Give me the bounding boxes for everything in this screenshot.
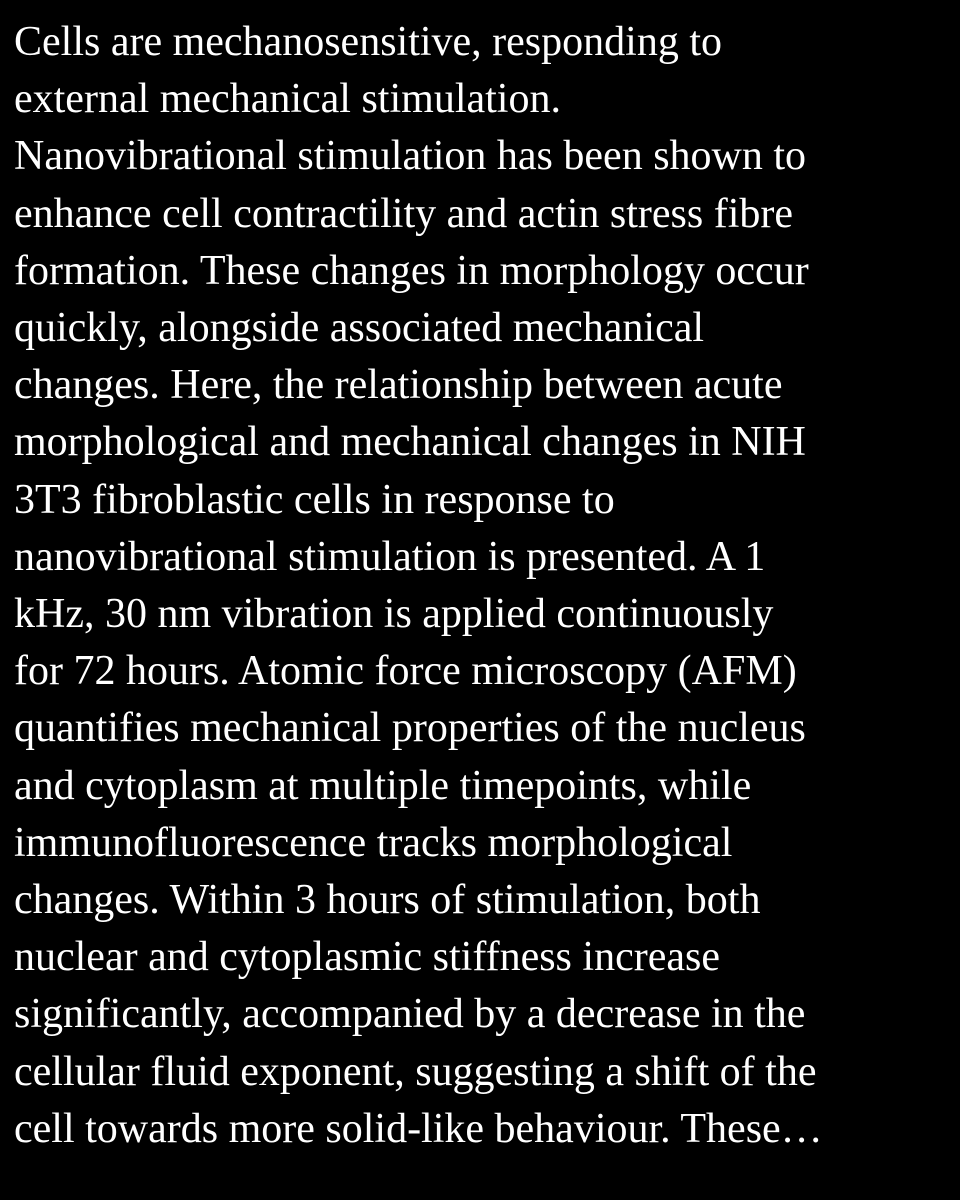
text-line: cellular fluid exponent, suggesting a shift of the xyxy=(14,1048,817,1095)
text-line: kHz, 30 nm vibration is applied continuously xyxy=(14,591,774,638)
text-line: morphological and mechanical changes in NIH xyxy=(14,419,806,466)
text-line: enhance cell contractility and actin stress fibre xyxy=(14,190,793,237)
text-line: immunofluorescence tracks morphological xyxy=(14,819,733,866)
text-line: nanovibrational stimulation is presented. A 1 xyxy=(14,533,766,580)
text-line: Cells are mechanosensitive, responding to xyxy=(14,19,722,65)
text-line: external mechanical stimulation. xyxy=(14,76,561,123)
text-line: cell towards more solid-like behaviour. These… xyxy=(14,1105,823,1152)
text-line: formation. These changes in morphology occur xyxy=(14,247,809,294)
text-line: nuclear and cytoplasmic stiffness increase xyxy=(14,934,720,981)
text-line: 3T3 fibroblastic cells in response to xyxy=(14,476,615,523)
text-line: for 72 hours. Atomic force microscopy (AFM) xyxy=(14,648,797,695)
text-line: quickly, alongside associated mechanical xyxy=(14,305,705,352)
text-line: changes. Here, the relationship between acute xyxy=(14,362,783,409)
text-line: changes. Within 3 hours of stimulation, both xyxy=(14,877,761,924)
abstract-text xyxy=(14,14,954,1158)
text-line: significantly, accompanied by a decrease in the xyxy=(14,991,806,1038)
text-line: quantifies mechanical properties of the nucleus xyxy=(14,705,806,752)
text-line: Nanovibrational stimulation has been shown to xyxy=(14,133,807,180)
text-line: and cytoplasm at multiple timepoints, while xyxy=(14,762,752,809)
